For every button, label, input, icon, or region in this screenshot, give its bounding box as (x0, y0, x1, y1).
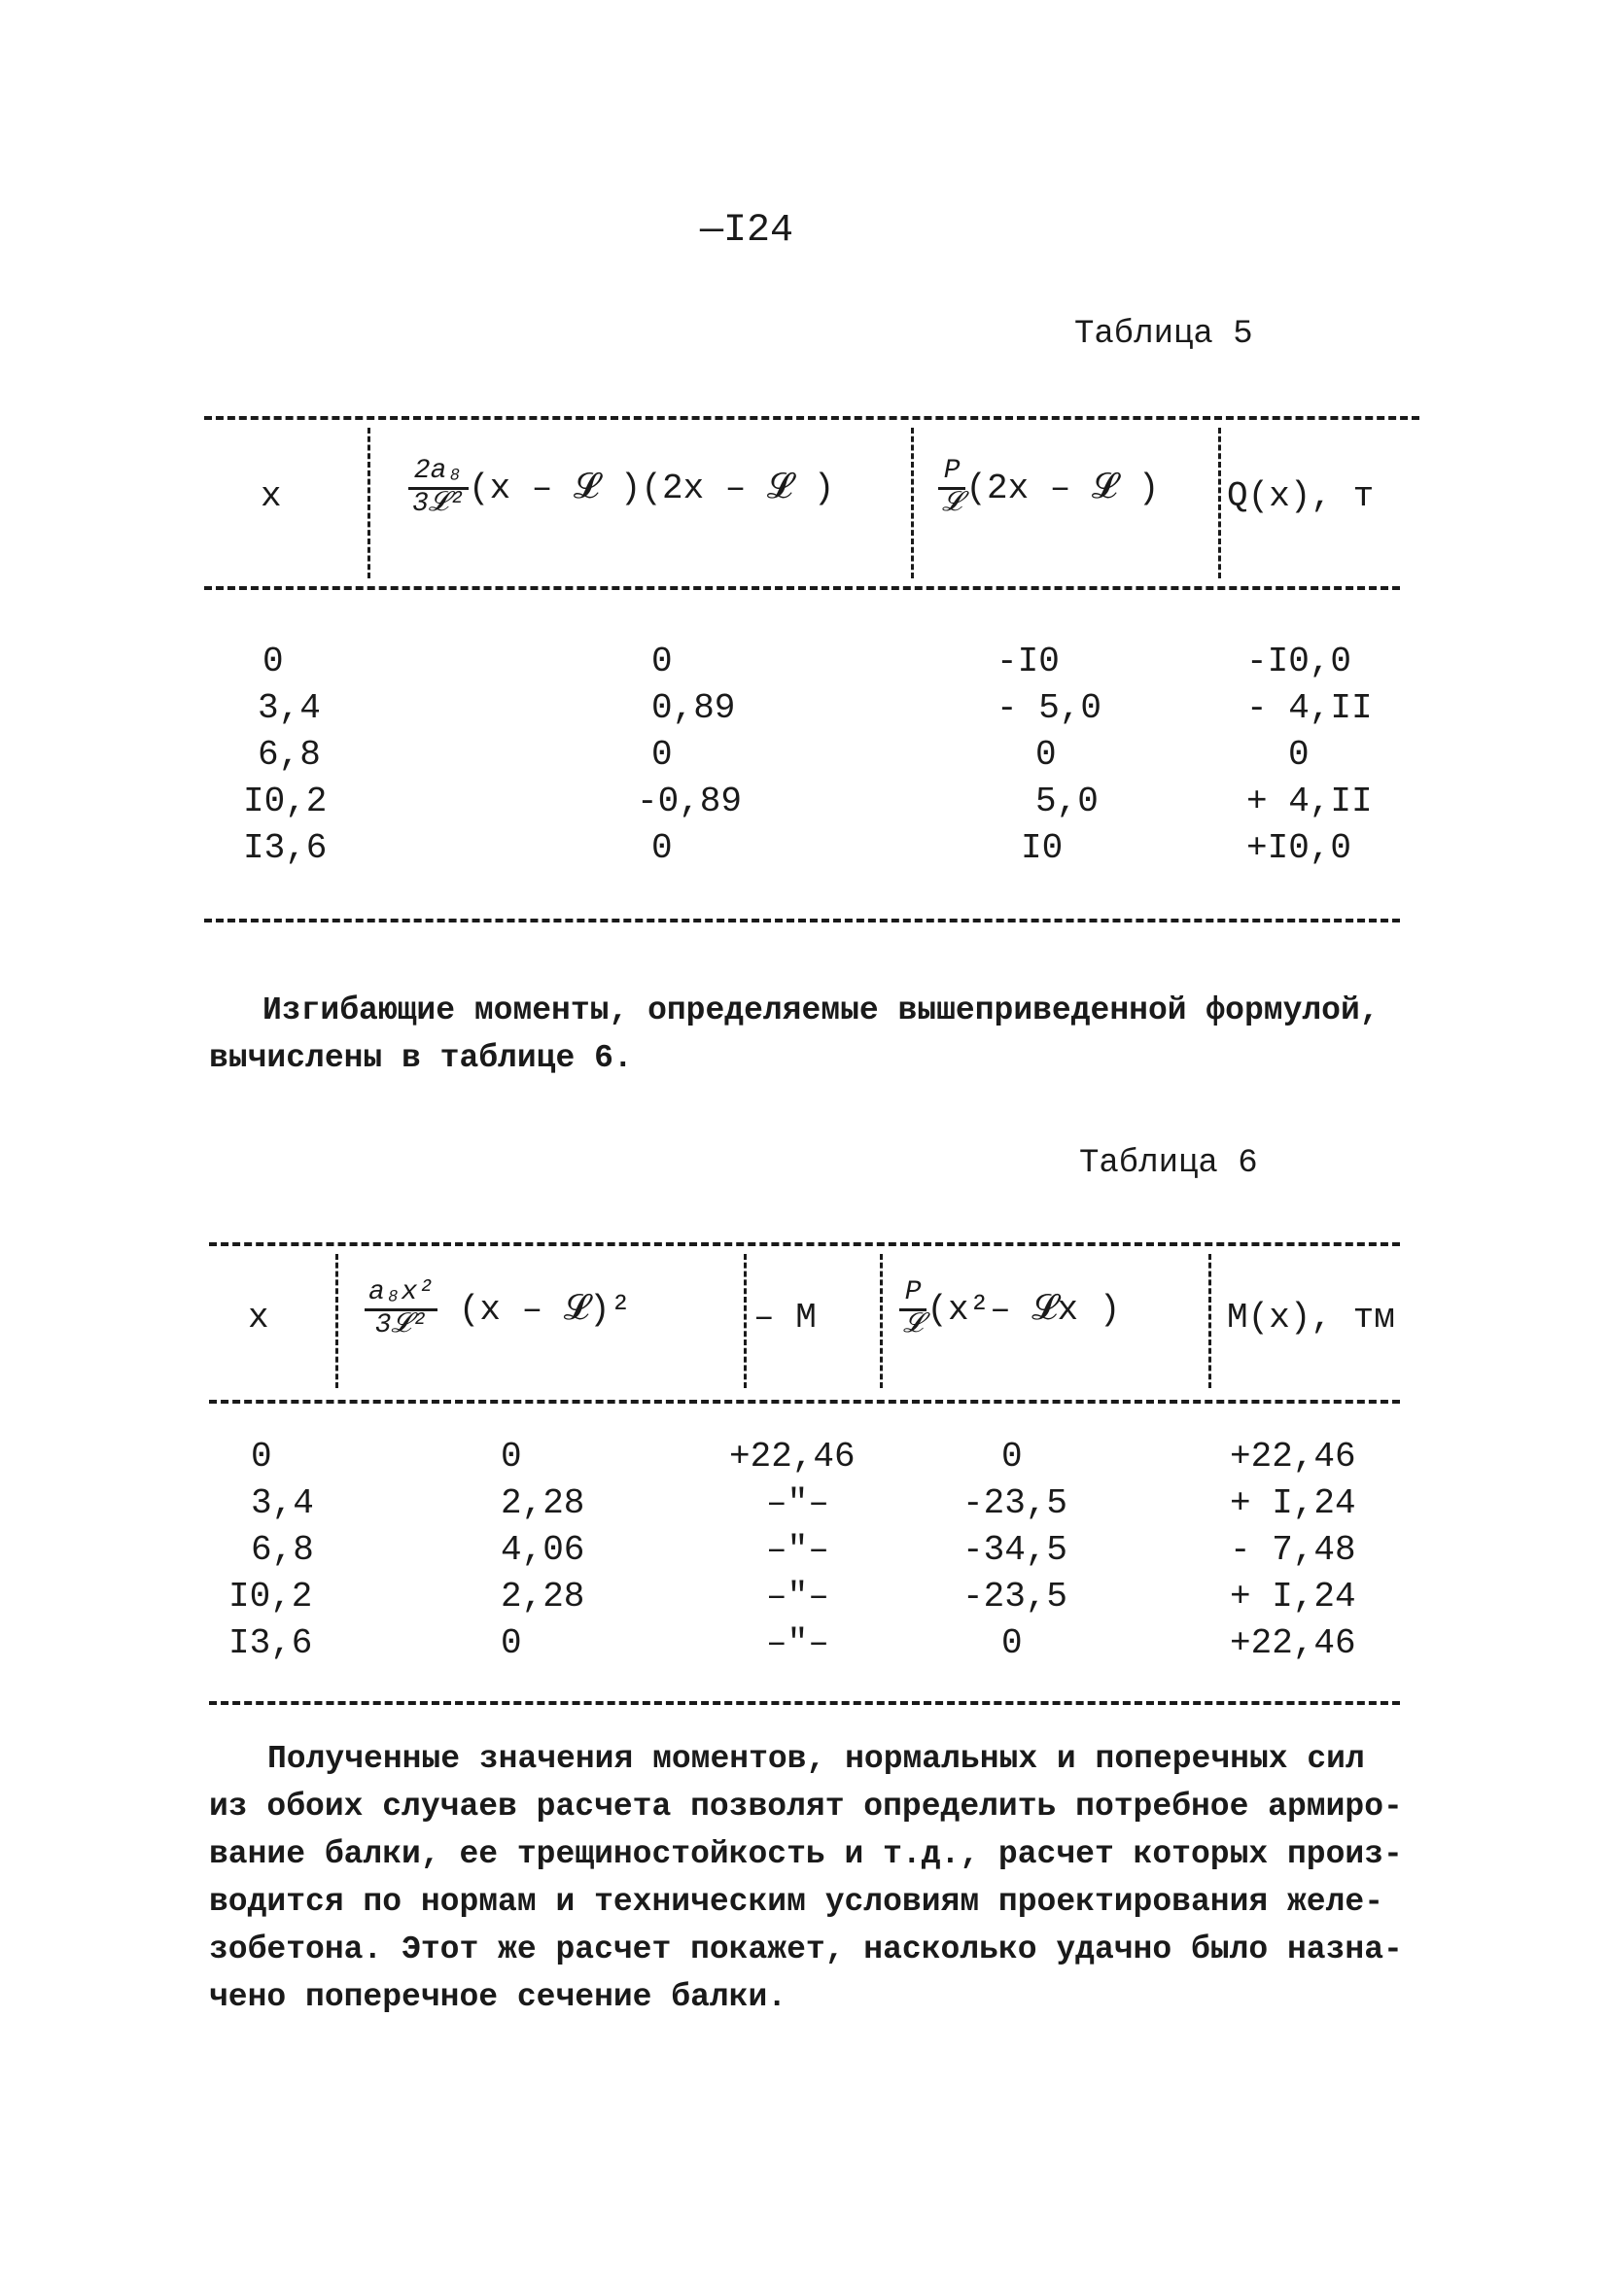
table-6-header-col3 (899, 1278, 1120, 1341)
table-5-cell-col1: 0 (651, 642, 673, 681)
table-6-cell-col3: -34,5 (962, 1530, 1068, 1570)
table-5-cell-col2: -I0 (996, 642, 1060, 681)
table-5-cell-x: 0 (262, 642, 284, 681)
table-5-bottom-rule (204, 919, 1400, 922)
table-5-header-col1-fraction (408, 457, 469, 520)
table-6-col-separator (335, 1254, 338, 1388)
table-5-cell-col3: - 4,II (1246, 688, 1373, 728)
table-6-cell-col2: –"– (766, 1483, 829, 1523)
table-5-header-x: x (261, 476, 282, 516)
table-6-cell-x: I3,6 (228, 1623, 313, 1663)
table-6-header-col1 (365, 1278, 631, 1341)
table-5-cell-col1: 0 (651, 735, 673, 775)
table-5-cell-x: I0,2 (243, 782, 328, 821)
table-5-col-separator (367, 428, 370, 578)
paragraph-line: вычислены в таблице 6. (209, 1040, 633, 1076)
paragraph-line: из обоих случаев расчета позволят определить потребное армиро- (209, 1789, 1403, 1825)
table-5-cell-x: I3,6 (243, 828, 328, 868)
table-5-cell-x: 6,8 (258, 735, 321, 775)
table-5-cell-col2: I0 (1021, 828, 1064, 868)
paragraph-line: Полученные значения моментов, нормальных и поперечных сил (267, 1741, 1365, 1777)
table-6-cell-col1: 0 (501, 1623, 522, 1663)
table-5-header-rule (204, 586, 1400, 590)
table-5-header-col2-tail: (2x – 𝓛 ) (965, 468, 1160, 508)
table-5-header-col2 (938, 457, 1159, 520)
table-6-cell-col2: –"– (766, 1623, 829, 1663)
table-6-cell-col2: –"– (766, 1530, 829, 1570)
table-6-header-col1-tail: (x – 𝓛)² (458, 1289, 632, 1330)
table-6-cell-x: 3,4 (251, 1483, 314, 1523)
table-6-cell-col3: 0 (1001, 1623, 1023, 1663)
fraction-denominator: 𝓛 (903, 1309, 924, 1340)
table-6-cell-col4: + I,24 (1230, 1483, 1356, 1523)
table-6-header-col2: – M (753, 1298, 817, 1338)
table-6-cell-col1: 2,28 (501, 1577, 585, 1617)
table-6-cell-col4: +22,46 (1230, 1623, 1356, 1663)
fraction-numerator: P (899, 1278, 926, 1311)
fraction-numerator: P (938, 457, 965, 490)
table-6-cell-x: I0,2 (228, 1577, 313, 1617)
table-5-header-col3: Q(x), т (1227, 476, 1375, 516)
table-5-top-rule (204, 416, 1419, 420)
table-5-cell-col2: 5,0 (1035, 782, 1099, 821)
table-6-header-col3-tail: (x²– 𝓛x ) (926, 1289, 1121, 1330)
fraction-numerator: a₈x² (365, 1278, 437, 1311)
table-5-header-col1 (408, 457, 834, 520)
fraction-denominator: 𝓛 (942, 488, 962, 519)
table-6-cell-col2: +22,46 (729, 1437, 856, 1477)
paragraph-line: зобетона. Этот же расчет покажет, насколько удачно было назна- (209, 1931, 1403, 1967)
table-6-top-rule (209, 1242, 1400, 1246)
paragraph-line: вание балки, ее трещиностойкость и т.д., расчет которых произ- (209, 1836, 1403, 1872)
paragraph-line: чено поперечное сечение балки. (209, 1979, 787, 2015)
table-5-caption: Таблица 5 (1074, 316, 1253, 353)
table-5-cell-col3: 0 (1288, 735, 1310, 775)
table-6-cell-col1: 0 (501, 1437, 522, 1477)
table-5-cell-col3: + 4,II (1246, 782, 1373, 821)
table-6-caption: Таблица 6 (1079, 1145, 1258, 1182)
table-6-header-col3-fraction (899, 1278, 926, 1341)
table-6-cell-col4: + I,24 (1230, 1577, 1356, 1617)
table-6-cell-x: 0 (251, 1437, 272, 1477)
table-6-header-col4: M(x), тм (1227, 1298, 1395, 1338)
table-6-cell-col3: -23,5 (962, 1577, 1068, 1617)
table-6-cell-col3: 0 (1001, 1437, 1023, 1477)
paragraph-line: водится по нормам и техническим условиям проектирования желе- (209, 1884, 1383, 1920)
table-6-cell-col3: -23,5 (962, 1483, 1068, 1523)
table-5-cell-col3: +I0,0 (1246, 828, 1352, 868)
table-5-cell-col2: - 5,0 (996, 688, 1102, 728)
fraction-denominator: 3𝓛² (374, 1309, 428, 1340)
table-6-cell-x: 6,8 (251, 1530, 314, 1570)
table-5-cell-x: 3,4 (258, 688, 321, 728)
table-6-cell-col4: - 7,48 (1230, 1530, 1356, 1570)
table-5-cell-col2: 0 (1035, 735, 1057, 775)
table-6-header-col1-fraction (365, 1278, 437, 1341)
table-6-header-x: x (248, 1298, 269, 1338)
table-6-col-separator (1208, 1254, 1211, 1388)
paragraph-line: Изгибающие моменты, определяемые вышеприведенной формулой, (262, 992, 1380, 1028)
table-6-col-separator (744, 1254, 747, 1388)
table-6-cell-col2: –"– (766, 1577, 829, 1617)
table-5-header-col2-fraction (938, 457, 965, 520)
table-5-header-col1-tail: (x – 𝓛 )(2x – 𝓛 ) (468, 468, 835, 508)
table-6-cell-col4: +22,46 (1230, 1437, 1356, 1477)
table-6-cell-col1: 4,06 (501, 1530, 585, 1570)
fraction-numerator: 2a₈ (408, 457, 469, 490)
table-6-cell-col1: 2,28 (501, 1483, 585, 1523)
table-5-cell-col3: -I0,0 (1246, 642, 1352, 681)
table-5-col-separator (911, 428, 914, 578)
table-5-cell-col1: -0,89 (637, 782, 743, 821)
page-number: —I24 (700, 209, 794, 253)
table-6-header-rule (209, 1400, 1400, 1404)
table-5-cell-col1: 0 (651, 828, 673, 868)
fraction-denominator: 3𝓛² (412, 488, 465, 519)
table-6-bottom-rule (209, 1701, 1400, 1705)
table-5-col-separator (1218, 428, 1221, 578)
table-6-col-separator (880, 1254, 883, 1388)
table-5-cell-col1: 0,89 (651, 688, 736, 728)
